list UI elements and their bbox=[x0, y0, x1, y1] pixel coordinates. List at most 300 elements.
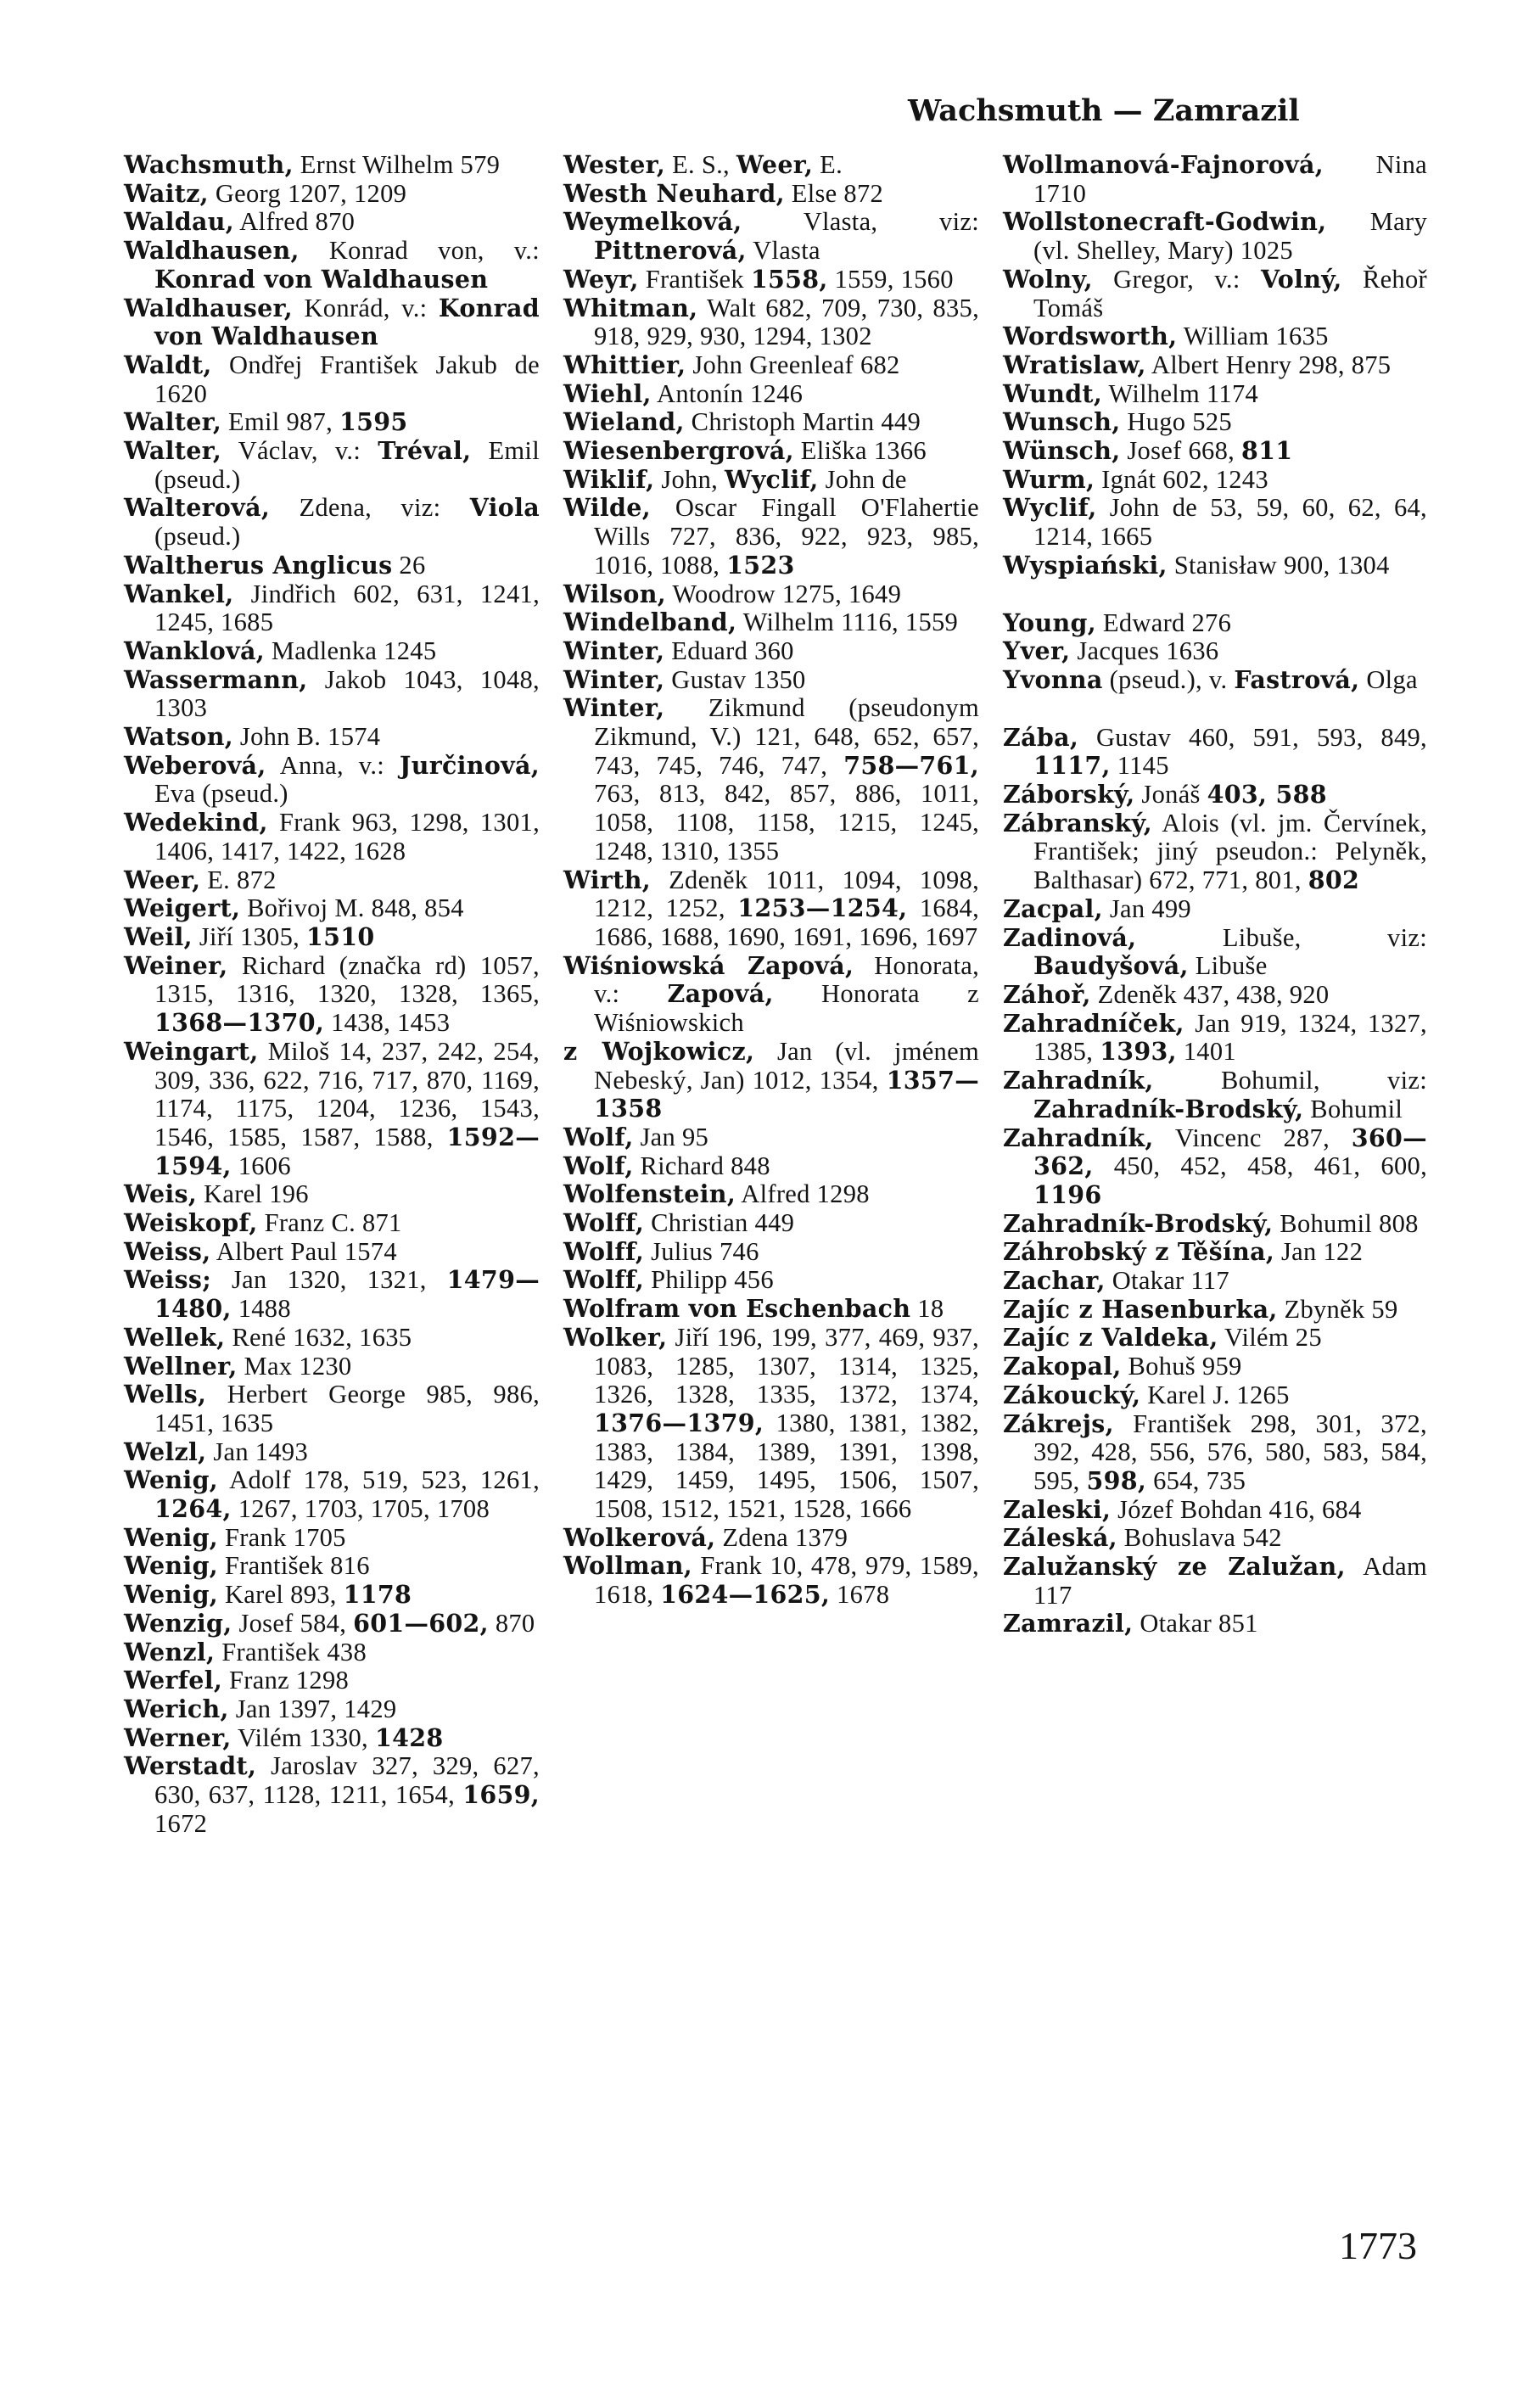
entry-text: Julius 746 bbox=[651, 1236, 759, 1266]
entry-heading: Weyr, bbox=[563, 264, 639, 294]
entry-heading: Wedekind, bbox=[124, 808, 268, 837]
entry-heading: Konrad von Waldhausen bbox=[154, 293, 540, 351]
entry-text: René 1632, 1635 bbox=[232, 1322, 412, 1352]
entry-text: František 816 bbox=[224, 1551, 370, 1581]
entry-text: Philipp 456 bbox=[651, 1265, 774, 1295]
entry-heading: Wolkerová, bbox=[563, 1522, 716, 1552]
entry-text: Zdeněk 1011, 1094, 1098, 1212, 1252, bbox=[594, 865, 979, 923]
entry-heading: Waldhauser, bbox=[124, 293, 294, 322]
entry-heading: Whitman, bbox=[563, 293, 698, 322]
index-entry bbox=[124, 1266, 540, 1323]
entry-heading: Baudyšová, bbox=[1033, 951, 1189, 981]
index-entry bbox=[1003, 1410, 1427, 1496]
entry-heading: Westh Neuhard, bbox=[563, 178, 785, 208]
entry-heading: Wenig, bbox=[124, 1580, 219, 1610]
entry-heading: Weis, bbox=[124, 1179, 198, 1209]
entry-heading: Wells, bbox=[124, 1380, 207, 1409]
entry-text: Mary (vl. Shelley, Mary) 1025 bbox=[1033, 207, 1427, 266]
index-entry bbox=[563, 666, 979, 695]
entry-text: 763, 813, 842, 857, 886, 1011, 1058, 1108, 1158, 1215, 1245, 1248, 1310, 1355 bbox=[594, 779, 979, 865]
index-entry bbox=[124, 1438, 540, 1467]
entry-heading: Wünsch, bbox=[1003, 436, 1121, 466]
entry-heading: Wordsworth, bbox=[1003, 322, 1178, 351]
entry-text: 1606 bbox=[238, 1151, 291, 1180]
entry-text: E. S., bbox=[672, 150, 730, 179]
index-entry bbox=[124, 1466, 540, 1523]
entry-heading: Walter, bbox=[124, 436, 222, 466]
entry-text: Franz 1298 bbox=[229, 1666, 350, 1695]
entry-text: Bohumil bbox=[1310, 1094, 1403, 1123]
entry-heading: Welzl, bbox=[124, 1437, 207, 1466]
entry-text: Bohumil, viz: bbox=[1220, 1066, 1427, 1095]
entry-text: Libuše, viz: bbox=[1222, 922, 1427, 952]
entry-text: Christoph Martin 449 bbox=[691, 407, 921, 437]
index-entry bbox=[124, 151, 540, 180]
entry-heading: 758—761, bbox=[843, 750, 979, 780]
entry-heading: 601—602, bbox=[353, 1608, 489, 1638]
entry-heading: Weberová, bbox=[124, 750, 266, 780]
entry-heading: Wachsmuth, bbox=[124, 150, 294, 179]
entry-heading: 598, bbox=[1086, 1465, 1147, 1495]
index-entry bbox=[124, 1638, 540, 1667]
entry-text: Jan 919, 1324, 1327, 1385, bbox=[1033, 1008, 1427, 1067]
index-entry bbox=[124, 1752, 540, 1838]
entry-text: 1380, 1381, 1382, 1383, 1384, 1389, 1391, 1398, 1429, 1459, 1495, 1506, 1507, 1508, 1512, 1521, 1528, 1666 bbox=[594, 1408, 979, 1524]
entry-text: Olga bbox=[1366, 664, 1418, 694]
index-column-3 bbox=[1003, 151, 1427, 1638]
entry-text: Wilhelm 1174 bbox=[1108, 378, 1259, 408]
index-entry bbox=[1003, 724, 1427, 781]
index-entry bbox=[563, 151, 979, 180]
index-entry bbox=[1003, 322, 1427, 351]
entry-heading: Weil, bbox=[124, 921, 193, 951]
entry-heading: Konrad von Waldhausen bbox=[154, 264, 489, 294]
entry-heading: 802 bbox=[1308, 865, 1360, 895]
entry-heading: 1264, bbox=[154, 1494, 232, 1524]
index-entry bbox=[124, 1610, 540, 1638]
entry-text: Jan 95 bbox=[640, 1122, 709, 1151]
entry-heading: Wilde, bbox=[563, 493, 651, 523]
entry-heading: 1479—1480, bbox=[154, 1265, 540, 1324]
entry-heading: Wolf, bbox=[563, 1122, 634, 1151]
entry-heading: 1523 bbox=[726, 550, 795, 580]
index-entry bbox=[124, 1581, 540, 1610]
entry-heading: Wyspiański, bbox=[1003, 550, 1168, 580]
entry-text: 1401 bbox=[1183, 1037, 1236, 1067]
entry-text: John de bbox=[825, 464, 907, 494]
entry-heading: Wenig, bbox=[124, 1551, 219, 1581]
entry-heading: Zákrejs, bbox=[1003, 1409, 1114, 1438]
entry-text: (pseud.), v. bbox=[1109, 664, 1228, 694]
entry-text: Konrad von, v.: bbox=[328, 236, 540, 266]
entry-heading: 1393, bbox=[1100, 1037, 1177, 1067]
entry-text: Gustav 460, 591, 593, 849, bbox=[1095, 722, 1427, 752]
entry-heading: 1624—1625, bbox=[660, 1580, 831, 1610]
entry-heading: Wiesenbergrová, bbox=[563, 436, 794, 466]
index-entry bbox=[124, 637, 540, 666]
entry-heading: 1592—1594, bbox=[154, 1122, 540, 1180]
entry-heading: Winter, bbox=[563, 636, 665, 665]
entry-heading: Waldhausen, bbox=[124, 236, 300, 266]
entry-heading: 1376—1379, bbox=[594, 1408, 764, 1437]
index-entry bbox=[563, 294, 979, 351]
entry-heading: Whittier, bbox=[563, 350, 686, 379]
index-entry bbox=[1003, 1353, 1427, 1381]
index-entry bbox=[1003, 981, 1427, 1010]
index-entry bbox=[124, 237, 540, 294]
entry-text: Jakob 1043, 1048, 1303 bbox=[154, 664, 540, 723]
index-entry bbox=[124, 752, 540, 809]
entry-heading: Zajíc z Valdeka, bbox=[1003, 1323, 1218, 1353]
index-entry bbox=[124, 1180, 540, 1209]
entry-text: Adolf 178, 519, 523, 1261, bbox=[229, 1465, 540, 1495]
entry-heading: Winter, bbox=[563, 693, 665, 723]
entry-heading: 1428 bbox=[374, 1722, 444, 1752]
entry-text: Georg 1207, 1209 bbox=[215, 178, 407, 208]
entry-text: 870 bbox=[495, 1608, 535, 1638]
entry-text: 1438, 1453 bbox=[331, 1008, 451, 1038]
index-entry bbox=[1003, 266, 1427, 322]
entry-heading: Zamrazil, bbox=[1003, 1609, 1134, 1638]
entry-text: Gregor, v.: bbox=[1113, 264, 1240, 294]
index-entry bbox=[563, 1524, 979, 1553]
entry-text: Jindřich 602, 631, 1241, 1245, 1685 bbox=[154, 579, 540, 637]
index-entry bbox=[563, 694, 979, 865]
entry-heading: Tréval, bbox=[378, 436, 472, 466]
entry-heading: Zahradníček, bbox=[1003, 1008, 1184, 1038]
entry-heading: 1253—1254, bbox=[737, 893, 908, 923]
index-entry bbox=[1003, 637, 1427, 666]
entry-heading: Zahradník-Brodský, bbox=[1003, 1208, 1274, 1238]
entry-text: Józef Bohdan 416, 684 bbox=[1117, 1494, 1362, 1524]
entry-heading: Wenig, bbox=[124, 1522, 219, 1552]
entry-text: Wilhelm 1116, 1559 bbox=[742, 608, 959, 637]
entry-text: Josef 584, bbox=[238, 1608, 347, 1638]
index-entry bbox=[124, 952, 540, 1038]
entry-heading: Wyclif, bbox=[1003, 493, 1097, 523]
index-entry bbox=[1003, 466, 1427, 495]
entry-heading: Zahradník, bbox=[1003, 1123, 1154, 1152]
entry-text: Otakar 117 bbox=[1112, 1266, 1229, 1296]
index-entry bbox=[563, 180, 979, 209]
index-entry bbox=[563, 1209, 979, 1238]
entry-heading: Werner, bbox=[124, 1722, 232, 1752]
entry-text: Edward 276 bbox=[1102, 608, 1232, 637]
entry-heading: Wyclif, bbox=[725, 464, 819, 494]
entry-text: John, bbox=[661, 464, 719, 494]
entry-heading: Waldt, bbox=[124, 350, 212, 379]
index-entry bbox=[563, 1180, 979, 1209]
entry-text: Albert Henry 298, 875 bbox=[1151, 350, 1392, 379]
entry-heading: Wundt, bbox=[1003, 378, 1103, 408]
entry-heading: Walterová, bbox=[124, 493, 271, 523]
entry-text: Alfred 870 bbox=[239, 207, 356, 237]
entry-heading: z Wojkowicz, bbox=[563, 1036, 755, 1066]
entry-heading: Waldau, bbox=[124, 207, 234, 237]
entry-text: Bohuslava 542 bbox=[1123, 1523, 1282, 1553]
entry-heading: Wassermann, bbox=[124, 664, 308, 694]
index-entry bbox=[563, 1123, 979, 1152]
index-entry bbox=[1003, 1010, 1427, 1067]
entry-text: Nina 1710 bbox=[1033, 150, 1427, 208]
entry-text: Jan (vl. jménem Nebeský, Jan) 1012, 1354, bbox=[594, 1036, 979, 1095]
entry-heading: Young, bbox=[1003, 608, 1096, 637]
entry-heading: Wenzig, bbox=[124, 1608, 232, 1638]
index-entry bbox=[1003, 1267, 1427, 1296]
entry-text: Ignát 602, 1243 bbox=[1101, 464, 1268, 494]
entry-heading: Weiner, bbox=[124, 950, 228, 980]
index-entry bbox=[124, 552, 540, 580]
index-entry bbox=[1003, 895, 1427, 924]
entry-heading: Wollmanová-Fajnorová, bbox=[1003, 150, 1324, 179]
entry-heading: Zahradník, bbox=[1003, 1066, 1154, 1095]
running-head: Wachsmuth — Zamrazil bbox=[908, 93, 1300, 128]
entry-heading: Wiehl, bbox=[563, 378, 652, 408]
entry-heading: Wirth, bbox=[563, 865, 651, 894]
entry-text: William 1635 bbox=[1183, 322, 1329, 351]
entry-text: Vlasta bbox=[753, 236, 820, 266]
entry-text: 1678 bbox=[837, 1580, 890, 1610]
entry-text: František 438 bbox=[221, 1637, 367, 1666]
index-entry bbox=[563, 608, 979, 637]
entry-text: 1672 bbox=[154, 1808, 208, 1838]
entry-text: Frank 10, 478, 979, 1589, 1618, bbox=[594, 1551, 979, 1610]
entry-heading: Wolff, bbox=[563, 1208, 645, 1238]
entry-text: Jan 1397, 1429 bbox=[235, 1694, 397, 1723]
entry-text: 450, 452, 458, 461, 600, bbox=[1113, 1151, 1427, 1181]
entry-heading: Wolfenstein, bbox=[563, 1179, 736, 1209]
index-entry bbox=[1003, 552, 1427, 580]
entry-text: 1559, 1560 bbox=[834, 264, 954, 294]
entry-text: Hugo 525 bbox=[1127, 407, 1232, 437]
index-entry bbox=[1003, 1381, 1427, 1410]
entry-text: Karel 893, bbox=[224, 1580, 337, 1610]
entry-text: Vincenc 287, bbox=[1174, 1123, 1330, 1152]
entry-text: Jiří 1305, bbox=[199, 921, 300, 951]
entry-text: 18 bbox=[917, 1294, 944, 1324]
entry-heading: Wieland, bbox=[563, 407, 685, 437]
index-entry bbox=[1003, 151, 1427, 208]
entry-heading: 1196 bbox=[1033, 1179, 1102, 1209]
index-entry bbox=[1003, 1524, 1427, 1553]
entry-heading: Zalužanský ze Zalužan, bbox=[1003, 1552, 1346, 1582]
entry-text: Vilém 25 bbox=[1224, 1323, 1322, 1353]
entry-text: Zdena 1379 bbox=[722, 1522, 848, 1552]
entry-text: Konrád, v.: bbox=[304, 293, 428, 322]
entry-text: Eliška 1366 bbox=[800, 436, 927, 466]
entry-heading: Wolff, bbox=[563, 1236, 645, 1266]
index-entry bbox=[1003, 781, 1427, 809]
index-entry bbox=[563, 1238, 979, 1267]
entry-text: Max 1230 bbox=[244, 1351, 352, 1381]
index-entry bbox=[124, 1552, 540, 1581]
entry-heading: Wolny, bbox=[1003, 264, 1093, 294]
index-entry bbox=[124, 494, 540, 551]
index-entry bbox=[124, 1238, 540, 1267]
entry-heading: Wratislaw, bbox=[1003, 350, 1146, 379]
index-entry bbox=[124, 923, 540, 952]
index-entry bbox=[124, 666, 540, 723]
index-entry bbox=[1003, 1067, 1427, 1123]
entry-heading: Wollman, bbox=[563, 1551, 693, 1581]
index-entry bbox=[563, 637, 979, 666]
entry-text: E. 872 bbox=[207, 865, 277, 894]
entry-heading: Wolff, bbox=[563, 1265, 645, 1295]
index-entry bbox=[124, 723, 540, 752]
entry-heading: Zadinová, bbox=[1003, 922, 1137, 952]
index-entry bbox=[124, 1695, 540, 1724]
index-entry bbox=[124, 408, 540, 437]
entry-heading: Zacpal, bbox=[1003, 893, 1103, 923]
entry-text: Emil 987, bbox=[228, 407, 333, 437]
entry-text: 654, 735 bbox=[1153, 1465, 1246, 1495]
entry-heading: Zajíc z Hasenburka, bbox=[1003, 1294, 1278, 1324]
index-entry bbox=[1003, 924, 1427, 981]
index-entry bbox=[1003, 1496, 1427, 1525]
entry-heading: Wenig, bbox=[124, 1465, 219, 1495]
index-entry bbox=[563, 437, 979, 466]
entry-text: Ernst Wilhelm 579 bbox=[300, 150, 501, 179]
index-entry bbox=[124, 351, 540, 408]
index-entry bbox=[1003, 809, 1427, 895]
entry-heading: Weymelková, bbox=[563, 207, 742, 237]
index-entry bbox=[124, 866, 540, 895]
entry-text: Walt 682, 709, 730, 835, 918, 929, 930, 1294, 1302 bbox=[594, 293, 980, 351]
entry-heading: Zaleski, bbox=[1003, 1494, 1112, 1524]
index-entry bbox=[1003, 437, 1427, 466]
entry-heading: Wolf, bbox=[563, 1151, 634, 1180]
entry-heading: Zakopal, bbox=[1003, 1352, 1122, 1381]
entry-heading: Werich, bbox=[124, 1694, 229, 1723]
entry-text: Jacques 1636 bbox=[1077, 636, 1219, 666]
index-entry bbox=[563, 866, 979, 952]
index-entry bbox=[563, 408, 979, 437]
entry-text: Bohuš 959 bbox=[1128, 1352, 1242, 1381]
index-entry bbox=[1003, 351, 1427, 380]
entry-text: Jaroslav 327, 329, 627, 630, 637, 1128, 1211, 1654, bbox=[154, 1751, 540, 1810]
entry-heading: Zahradník-Brodský, bbox=[1033, 1094, 1304, 1123]
index-entry bbox=[124, 1666, 540, 1695]
entry-heading: 1659, bbox=[462, 1780, 540, 1810]
entry-heading: Wiklif, bbox=[563, 464, 655, 494]
entry-text: Zbyněk 59 bbox=[1284, 1294, 1398, 1324]
entry-heading: Weer, bbox=[124, 865, 201, 894]
index-column-2 bbox=[563, 151, 979, 1610]
entry-text: Jonáš bbox=[1141, 780, 1201, 809]
entry-text: Christian 449 bbox=[651, 1208, 795, 1238]
entry-heading: Zábranský, bbox=[1003, 808, 1152, 837]
index-entry bbox=[1003, 408, 1427, 437]
entry-text: Miloš 14, 237, 242, 254, 309, 336, 622, 716, 717, 870, 1169, 1174, 1175, 1204, 1236, 1543, 1546, 1585, 1587, 1588, bbox=[154, 1036, 540, 1151]
entry-heading: Winter, bbox=[563, 664, 665, 694]
index-entry bbox=[124, 809, 540, 865]
index-entry bbox=[124, 894, 540, 923]
entry-text: Antonín 1246 bbox=[657, 378, 804, 408]
index-entry bbox=[563, 1324, 979, 1524]
entry-text: Vilém 1330, bbox=[238, 1722, 368, 1752]
index-entry bbox=[563, 466, 979, 495]
entry-heading: Wiśniowská Zapová, bbox=[563, 950, 854, 980]
entry-text: Bohumil 808 bbox=[1280, 1208, 1419, 1238]
index-entry bbox=[124, 437, 540, 494]
entry-heading: 1117, bbox=[1033, 751, 1111, 781]
entry-heading: Viola bbox=[469, 493, 540, 523]
entry-heading: Wunsch, bbox=[1003, 407, 1121, 437]
index-entry bbox=[1003, 1610, 1427, 1638]
entry-text: Jan 1493 bbox=[213, 1437, 309, 1466]
index-entry bbox=[563, 1266, 979, 1295]
index-entry bbox=[124, 1324, 540, 1353]
entry-heading: Watson, bbox=[124, 722, 233, 752]
entry-heading: 360—362, bbox=[1033, 1123, 1427, 1181]
entry-text: Zdeněk 437, 438, 920 bbox=[1097, 979, 1330, 1009]
entry-text: František bbox=[645, 264, 744, 294]
entry-heading: Weingart, bbox=[124, 1036, 259, 1066]
index-entry bbox=[563, 952, 979, 1038]
index-entry bbox=[1003, 208, 1427, 265]
entry-heading: Wellner, bbox=[124, 1351, 238, 1381]
index-entry bbox=[124, 1381, 540, 1437]
index-column-1 bbox=[124, 151, 540, 1838]
index-entry bbox=[124, 580, 540, 637]
entry-text: John de 53, 59, 60, 62, 64, 1214, 1665 bbox=[1033, 493, 1427, 552]
entry-text: Josef 668, bbox=[1127, 436, 1235, 466]
entry-text: Frank 1705 bbox=[224, 1522, 346, 1552]
entry-heading: Werstadt, bbox=[124, 1751, 257, 1781]
entry-text: Woodrow 1275, 1649 bbox=[672, 579, 902, 608]
entry-heading: Jurčinová, bbox=[399, 750, 540, 780]
entry-text: Jan 1320, 1321, bbox=[232, 1265, 427, 1295]
entry-text: Franz C. 871 bbox=[264, 1208, 402, 1238]
entry-heading: Wilson, bbox=[563, 579, 666, 608]
entry-text: Václav, v.: bbox=[238, 436, 361, 466]
entry-text: (pseud.) bbox=[154, 522, 241, 552]
entry-heading: Weiskopf, bbox=[124, 1208, 258, 1238]
entry-text: Richard (značka rd) 1057, 1315, 1316, 1320, 1328, 1365, bbox=[154, 950, 540, 1009]
index-entry bbox=[124, 1038, 540, 1181]
entry-text: 1267, 1703, 1705, 1708 bbox=[238, 1494, 490, 1524]
entry-text: Richard 848 bbox=[640, 1151, 770, 1180]
entry-heading: 1558, bbox=[750, 264, 828, 294]
index-entry bbox=[1003, 1324, 1427, 1353]
entry-heading: Záborský, bbox=[1003, 780, 1135, 809]
entry-heading: Wanklová, bbox=[124, 636, 265, 665]
entry-text: Karel 196 bbox=[204, 1179, 309, 1209]
entry-text: Alfred 1298 bbox=[741, 1179, 870, 1209]
entry-heading: Volný, bbox=[1260, 264, 1342, 294]
index-entry bbox=[124, 1353, 540, 1381]
entry-text: Jiří 196, 199, 377, 469, 937, 1083, 1285, 1307, 1314, 1325, 1326, 1328, 1335, 1372, 1374, bbox=[594, 1322, 979, 1409]
entry-text: 26 bbox=[399, 550, 426, 580]
entry-heading: Weiss; bbox=[124, 1265, 212, 1295]
index-entry bbox=[563, 1038, 979, 1123]
index-entry bbox=[1003, 1124, 1427, 1210]
entry-heading: Wenzl, bbox=[124, 1637, 216, 1666]
index-entry bbox=[1003, 666, 1427, 695]
entry-heading: Záhrobský z Těšína, bbox=[1003, 1237, 1275, 1267]
entry-heading: Záhoř, bbox=[1003, 979, 1091, 1009]
entry-heading: Weer, bbox=[736, 150, 814, 179]
entry-heading: 811 bbox=[1241, 436, 1293, 466]
index-entry bbox=[1003, 1553, 1427, 1610]
index-entry bbox=[563, 351, 979, 380]
entry-text: Otakar 851 bbox=[1140, 1609, 1258, 1638]
entry-heading: Wolfram von Eschenbach bbox=[563, 1294, 911, 1324]
entry-text: Zikmund (pseudonym Zikmund, V.) 121, 648, 652, 657, 743, 745, 746, 747, bbox=[594, 693, 979, 780]
entry-heading: Wankel, bbox=[124, 579, 234, 608]
entry-text: Albert Paul 1574 bbox=[216, 1236, 397, 1266]
entry-heading: Fastrová, bbox=[1234, 664, 1360, 694]
